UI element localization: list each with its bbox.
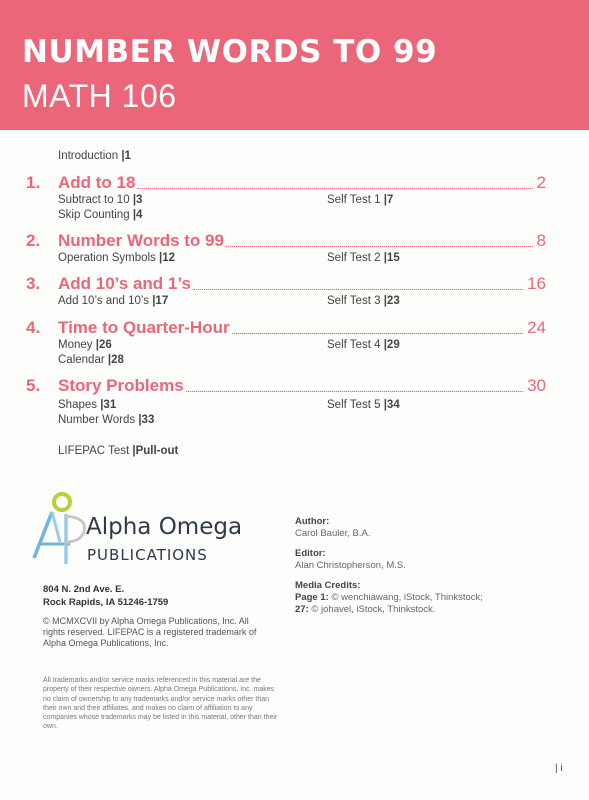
dot-leader [232, 333, 523, 334]
unit-number: 5. [26, 376, 41, 395]
unit-number: 2. [26, 231, 41, 250]
publisher-name: Alpha Omega [86, 514, 243, 540]
page-number: | i [555, 763, 563, 774]
self-test-item: Self Test 5 |34 [327, 399, 400, 411]
copyright-notice: © MCMXCVII by Alpha Omega Publications, Inc. All rights reserved. LIFEPAC is a registered trademark of Alpha Omega Publications, Inc. [43, 616, 257, 648]
lifepac-test [58, 445, 178, 457]
unit-title-row [58, 173, 546, 193]
lesson-item: Shapes |31 [58, 399, 117, 411]
self-test-item: Self Test 1 |7 [327, 194, 394, 206]
author-label: Author: [295, 516, 330, 527]
unit-page: 30 [527, 376, 546, 395]
lesson-item: Operation Symbols |12 [58, 252, 176, 264]
self-test-item: Self Test 2 |15 [327, 252, 400, 264]
lifepac-test-label: LIFEPAC Test [58, 445, 130, 457]
unit-number: 1. [26, 173, 41, 192]
course-code: MATH 106 [22, 78, 177, 114]
unit-page: 24 [527, 318, 546, 337]
intro-page: |1 [121, 150, 131, 162]
publisher-subtitle: PUBLICATIONS [87, 546, 208, 564]
editor-label: Editor: [295, 548, 326, 559]
page-title: NUMBER WORDS TO 99 [22, 34, 438, 70]
address-line-1: 804 N. 2nd Ave. E. [43, 584, 125, 595]
publisher-address [43, 583, 168, 609]
lesson-item: Add 10’s and 10’s |17 [58, 295, 169, 307]
unit-title-row [58, 376, 546, 396]
unit-title-row [58, 274, 546, 294]
unit-title: Add 10’s and 1’s [58, 274, 191, 293]
dot-leader [137, 188, 532, 189]
author-name: Carol Bauler, B.A. [295, 528, 371, 539]
dot-leader [193, 289, 523, 290]
unit-page: 8 [536, 231, 546, 250]
media-credit-1: Page 1: © wenchiawang, iStock, Thinkstock; [295, 592, 483, 603]
unit-number: 3. [26, 274, 41, 293]
media-credit-2: 27: © johavel, iStock, Thinkstock. [295, 604, 436, 615]
alpha-omega-logo-icon [22, 490, 94, 570]
title-banner [0, 0, 589, 130]
unit-title: Add to 18 [58, 173, 136, 192]
self-test-item: Self Test 3 |23 [327, 295, 400, 307]
unit-page: 2 [536, 173, 546, 192]
unit-title: Number Words to 99 [58, 231, 224, 250]
lesson-item: Number Words |33 [58, 414, 155, 426]
self-test-item: Self Test 4 |29 [327, 339, 400, 351]
toc-intro [58, 150, 131, 162]
unit-page: 16 [527, 274, 546, 293]
credits-block [295, 516, 575, 616]
lesson-item: Subtract to 10 |3 [58, 194, 143, 206]
dot-leader [186, 391, 523, 392]
editor-name: Alan Christopherson, M.S. [295, 560, 406, 571]
trademark-notice: All trademarks and/or service marks referenced in this material are the property of their respective owners. Alpha Omega Publications, Inc. makes no claim of ownership to any trademarks and/or service marks other than their own and their affiliates, and makes no claim of affiliation to any companies whose trademarks may be listed in this material, other than their own. [43, 677, 278, 731]
unit-title: Story Problems [58, 376, 184, 395]
lesson-item: Calendar |28 [58, 354, 124, 366]
lifepac-test-page: |Pull-out [132, 445, 179, 457]
lesson-item: Money |26 [58, 339, 112, 351]
intro-label: Introduction [58, 150, 119, 162]
unit-title: Time to Quarter-Hour [58, 318, 230, 337]
media-credits-label: Media Credits: [295, 580, 361, 591]
dot-leader [226, 246, 533, 247]
unit-number: 4. [26, 318, 41, 337]
unit-title-row [58, 231, 546, 251]
unit-title-row [58, 318, 546, 338]
lesson-item: Skip Counting |4 [58, 209, 143, 221]
address-line-2: Rock Rapids, IA 51246-1759 [43, 597, 169, 608]
